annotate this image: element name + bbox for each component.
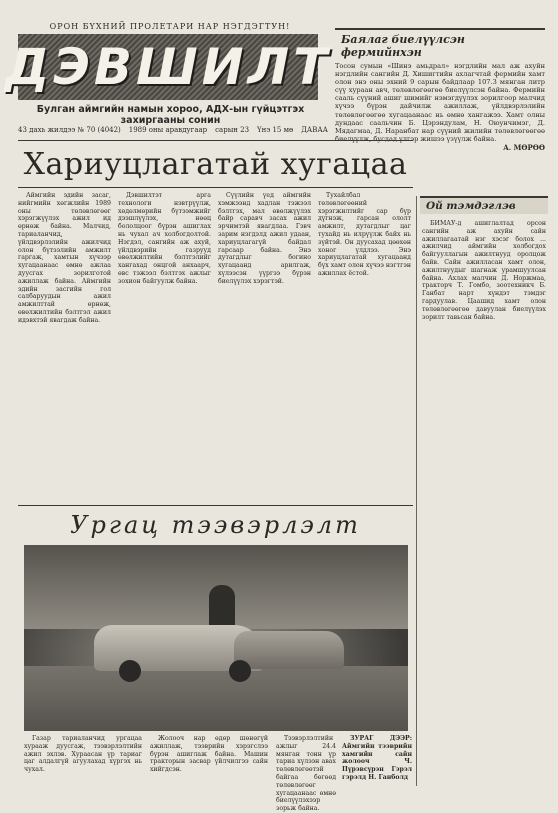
article-column-2 xyxy=(118,192,211,500)
issue-line xyxy=(18,126,328,134)
newspaper-title: ДЭВШИЛТ xyxy=(4,38,332,96)
article-column-4 xyxy=(318,192,411,500)
news-box-title: Баялаг биелүүлсэн фермийнхэн xyxy=(341,33,465,59)
article-text: Аймгийн эдийн засаг, нийгмийн хөгжлийн 1989 оны төлөвлөгөөг хэрэгжүүлэх ажил ид өрнөж байна. Малчид, тариаланчид, үйлдвэрлэлийн ажилчид олон бүтээлийн амжилт гаргаж, хамтын хүчээр хугацаанаас өмнө ажлаа дуусгах зорилготой ажиллаж байна. Аймгийн эдийн засгийн гол салбаруудын ажил амжилттай өрнөж, өвөлжилтийн бэлтгэл ажил идэвхтэй явагдаж байна. xyxy=(18,192,111,324)
photo-feature-title xyxy=(18,505,413,544)
photo-text: Газар тариаланчид ургацаа хурааж дуусгаж, тээвэрлэлтийн ажил эхлэв. Хураасан үр тариаг цаг алдалгүй агуулахад хүргэх нь чухал. xyxy=(24,735,142,774)
masthead xyxy=(4,34,332,100)
column-divider xyxy=(416,196,417,786)
news-photo xyxy=(24,545,408,731)
issue-number: 43 дахь жилдээ № 70 (4042) xyxy=(18,126,121,134)
photo-text: Тээвэрлэлтийн ажлыг 24.4 мянган тонн үр тариа хүлээн авах төлөвлөгөөтэй байгаа бөгөөд төлөвлөгөөг хугацаанаас өмнө биелүүлэхээр зорьж байна. xyxy=(276,735,336,813)
photo-column-3 xyxy=(276,735,336,813)
photo-feature-title-text: Ургац тээвэрлэлт xyxy=(70,511,361,539)
photo-caption-text: ЗУРАГ ДЭЭР: Аймгийн тээврийн хамгийн сайн жолооч Ч. Пүрэвсүрэн Гэрэл гэрэлд Н. Ганболд xyxy=(342,735,412,781)
issue-weekday: ДАВАА xyxy=(301,126,328,134)
newspaper-subtitle: Булган аймгийн намын хороо, АДХ-ын гүйцэтгэх захиргааны сонин xyxy=(36,104,305,126)
sidebar-text: БИМАУ-д ашиглалтад орсон сангийн аж ахуйн сайн ажиллагаатай нэг хэсэг болох ... ажилчид аймгийн холбогдох байгууллагын ажилтнууд оролцож байв. Сайн ажилласан хамт олон, ажилтнуудыг шагнаж урамшуулсан байна. Ахлах малчин Д. Норжмаа, тракторч Т. Гомбо, зоотехникч Б. Ганбат нарт хүндэт тэмдэг гардуулав. Цаашид хамт олон төлөвлөгөөгөө давуулан биелүүлэх зорилт тавьсан байна. xyxy=(422,220,546,321)
photo-caption xyxy=(342,735,412,791)
article-text: Сүүлийн үед аймгийн хэмжээнд хадлан тэжээл бэлтгэх, мал өвөлжүүлэх байр саравч засах ажил эрчимтэй явагдлаа. Гэвч зарим нэгдэлд ажил удаан, хариуцлагагүй байдал гарсаар байна. Энэ дутагдлыг богино хугацаанд арилгаж, хүлээсэн үүргээ бүрэн биелүүлэх хэрэгтэй. xyxy=(218,192,311,285)
photo-text: Жолооч нар өдөр шөнөгүй ажиллаж, тээврийн хэрэгслээ бүрэн ашиглаж байна. Машин тракторын засвар үйлчилгээ сайн хийгдсэн. xyxy=(150,735,268,774)
news-box-author: А. МӨРӨӨ xyxy=(503,142,545,152)
news-box xyxy=(335,28,545,152)
sidebar-title: Ой тэмдэглэв xyxy=(420,196,548,214)
issue-year: 1989 оны аравдугаар xyxy=(128,126,208,134)
slogan: ОРОН БҮХНИЙ ПРОЛЕТАРИ НАР НЭГДЭГТУН! xyxy=(49,22,291,31)
issue-price: Үнэ 15 мө xyxy=(257,126,294,134)
photo-column-1 xyxy=(24,735,142,791)
article-column-3 xyxy=(218,192,311,500)
article-column-1 xyxy=(18,192,111,500)
sidebar-body xyxy=(422,220,546,780)
issue-day: сарын 23 xyxy=(215,126,250,134)
photo-column-2 xyxy=(150,735,268,791)
article-text: Дэвшилтэт арга технологи нэвтрүүлж, хөдөлмөрийн бүтээмжийг дээшлүүлэх, нөөц бололцоог бүрэн ашиглах нь чухал ач холбогдолтой. Нэгдэл, сангийн аж ахуй, үйлдвэрийн газрууд өвөлжилтийн бэлтгэлийг хангахад онцгой анхаарч, өвс тэжээл бэлтгэх ажлыг зохион байгуулж байна. xyxy=(118,192,211,285)
headline-text: Хариуцлагатай хугацаа xyxy=(23,146,408,182)
news-box-body: Тосон сумын «Шинэ амьдрал» нэгдлийн мал аж ахуйн нэгдлийн сангийн Д. Хишигтийн ахлагчтай фермийн хамт олон энэ оны эхний 9 сарын байдлаар 107.3 мянган литр сүү хураан авч, төлөвлөгөөгөө биелүүлсэн байна. Фермийн сааль сүүний ашиг шимийг нэмэгдүүлэх зорилгоор малчид хүчээ бүрэн дайчилж ажиллаж, үйлдвэрлэлийн төлөвлөгөөгөө хугацаанаас нь өмнө хангажээ. Хамт олны дундаас саальчин Б. Цэрэндулам, Н. Оюунчимэг, Д. Мядагмаа, Д. Наранбат нар сүүний жилийн төлөвлөгөөгөө биелүүлж, бусдад үлгэр жишээ үзүүлж байна. xyxy=(335,62,545,143)
main-headline xyxy=(18,140,413,188)
article-text: Тухайлбал төлөвлөгөөний хэрэгжилтийг сар бүр дүгнэж, гарсан ололт амжилт, дутагдлыг цаг тухайд нь илрүүлж байх нь зүйтэй. Он дуусахад цөөхөн хоног үлдлээ. Энэ хариуцлагатай хугацаанд бүх хамт олон хүчээ нэгтгэн ажиллах ёстой. xyxy=(318,192,411,277)
